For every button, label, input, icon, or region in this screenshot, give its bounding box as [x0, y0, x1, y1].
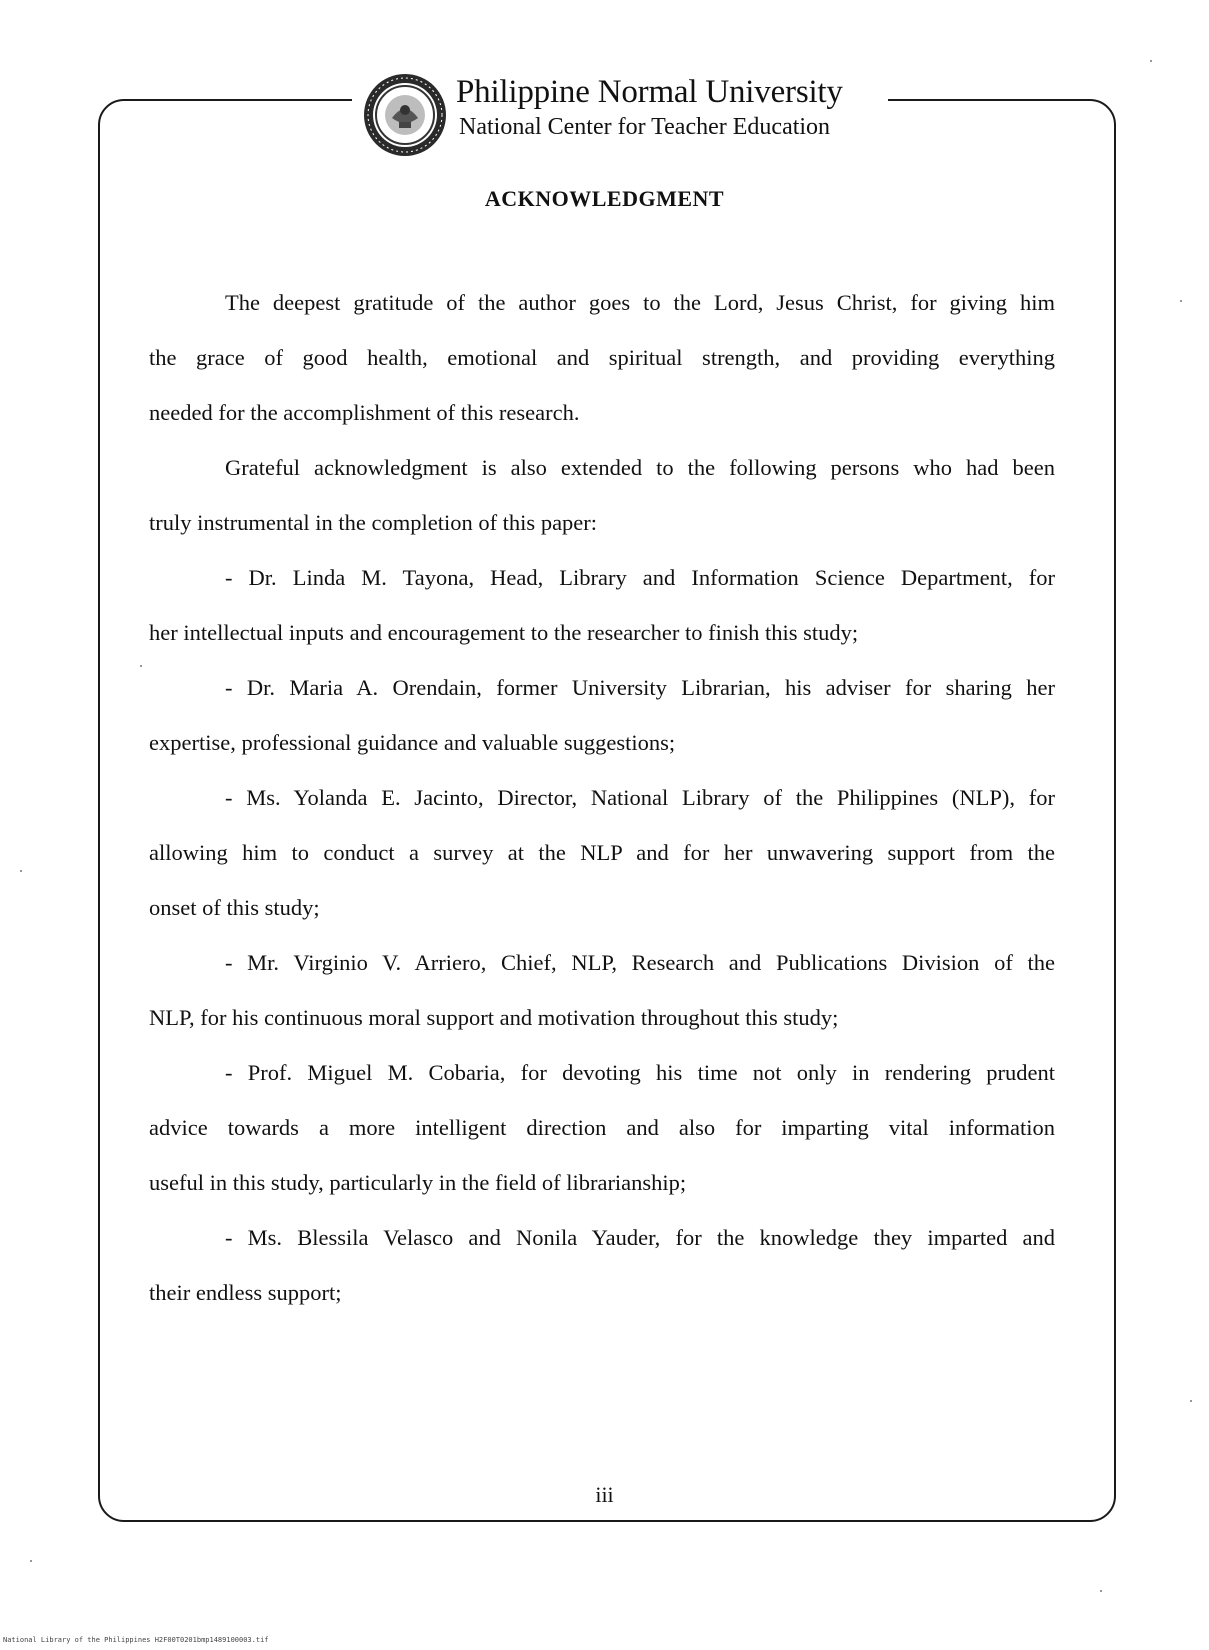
body-line: - Ms. Blessila Velasco and Nonila Yauder, for the knowledge they imparted and	[225, 1225, 1055, 1250]
body-line: Grateful acknowledgment is also extended to the following persons who had been	[225, 455, 1055, 480]
body-line: needed for the accomplishment of this research.	[149, 400, 580, 425]
body-line: The deepest gratitude of the author goes to the Lord, Jesus Christ, for giving him	[225, 290, 1055, 315]
scan-speck	[140, 665, 142, 667]
scan-speck	[1180, 300, 1182, 302]
body-line: - Dr. Maria A. Orendain, former University Librarian, his adviser for sharing her	[225, 675, 1055, 700]
body-line: - Prof. Miguel M. Cobaria, for devoting his time not only in rendering prudent	[225, 1060, 1055, 1085]
body-line: the grace of good health, emotional and spiritual strength, and providing everything	[149, 345, 1055, 370]
body-line: - Dr. Linda M. Tayona, Head, Library and Information Science Department, for	[225, 565, 1055, 590]
scan-speck	[30, 1560, 32, 1562]
body-line: - Mr. Virginio V. Arriero, Chief, NLP, Research and Publications Division of the	[225, 950, 1055, 975]
body-line: their endless support;	[149, 1280, 342, 1305]
body-line: - Ms. Yolanda E. Jacinto, Director, National Library of the Philippines (NLP), for	[225, 785, 1055, 810]
body-line: onset of this study;	[149, 895, 320, 920]
body-line: expertise, professional guidance and valuable suggestions;	[149, 730, 676, 755]
body-line: truly instrumental in the completion of this paper:	[149, 510, 598, 535]
university-seal-icon	[362, 72, 448, 158]
body-line: useful in this study, particularly in the field of librarianship;	[149, 1170, 687, 1195]
scan-speck	[1150, 60, 1152, 62]
body-line: allowing him to conduct a survey at the NLP and for her unwavering support from the	[149, 840, 1055, 865]
body-line: her intellectual inputs and encouragement to the researcher to finish this study;	[149, 620, 859, 645]
scan-footer-text: National Library of the Philippines H2F00T0201bmp1489100003.tif	[3, 1636, 269, 1644]
scan-speck	[20, 870, 22, 872]
university-name: Philippine Normal University	[456, 74, 843, 110]
scan-speck	[1100, 1590, 1102, 1592]
body-line: advice towards a more intelligent direction and also for imparting vital information	[149, 1115, 1055, 1140]
page-number: iii	[595, 1482, 614, 1507]
page-title: ACKNOWLEDGMENT	[484, 186, 725, 211]
scan-speck	[1190, 1400, 1192, 1402]
university-subtitle: National Center for Teacher Education	[459, 114, 831, 140]
body-line: NLP, for his continuous moral support and motivation throughout this study;	[149, 1005, 839, 1030]
